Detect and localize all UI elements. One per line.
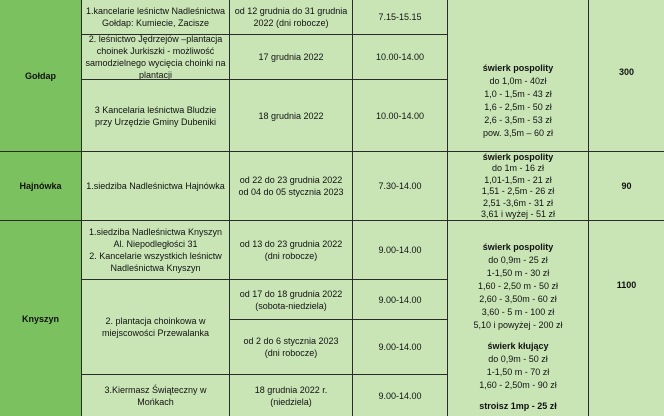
tree-count	[589, 152, 664, 220]
district-label: Knyszyn	[21, 313, 59, 324]
price-item: 1,60 - 2,50 m - 50 zł	[477, 281, 559, 291]
location-cell	[82, 280, 229, 374]
price-item: 5,10 i powyżej - 200 zł	[473, 320, 563, 330]
date-text: (dni robocze)	[264, 251, 318, 261]
location-text: 2. Kancelarie wszystkich leśnictw	[89, 251, 222, 261]
hours-cell	[353, 375, 447, 416]
location-text: 1.kancelarie leśnictw Nadleśnictwa Gołdap: Kumiecie, Zacisze	[85, 6, 226, 28]
price-title: świerk pospolity	[482, 242, 554, 252]
hours-cell	[353, 320, 447, 374]
location-text: Nadleśnictwa Knyszyn	[110, 263, 201, 273]
location-text: 2. plantacja choinkowa w	[105, 316, 206, 326]
price-item: 2,51 -3,6m - 31 zł	[482, 197, 554, 208]
price-title: świerk kłujący	[487, 341, 549, 351]
hours-cell	[353, 280, 447, 319]
price-item: 3,60 - 5 m - 100 zł	[481, 307, 555, 317]
price-item: 2,60 - 3,50m - 60 zł	[479, 294, 557, 304]
date-cell	[230, 280, 352, 319]
date-text: od 04 do 05 stycznia 2023	[238, 187, 344, 197]
district-knyszyn	[0, 221, 81, 416]
price-item: 1,60 - 2,50m - 90 zł	[479, 380, 557, 390]
hours-cell	[353, 0, 447, 34]
location-text: 3 Kancelaria leśnictwa Bludzie przy Urzędzie Gminy Dubeniki	[94, 104, 217, 127]
price-title: świerk pospolity	[482, 152, 554, 162]
price-item: 1,0 - 1,5m - 43 zł	[484, 89, 552, 99]
date-text: 18 grudnia 2022	[258, 110, 324, 121]
location-cell	[82, 0, 229, 34]
hours-cell	[353, 221, 447, 279]
hours-text: 9.00-14.00	[378, 342, 422, 352]
date-cell	[230, 375, 352, 416]
date-text: 18 grudnia 2022 r. (niedziela)	[254, 384, 328, 407]
hours-text: 7.15-15.15	[378, 12, 422, 22]
price-item: 1,01-1,5m - 21 zł	[484, 174, 552, 185]
location-text: miejscowości Przewalanka	[101, 328, 210, 338]
hours-text: 10.00-14.00	[375, 110, 425, 121]
date-text: 17 grudnia 2022	[258, 52, 324, 62]
district-goldap	[0, 0, 81, 151]
price-item: do 0,9m - 50 zł	[488, 354, 548, 364]
tree-count	[589, 221, 664, 416]
hours-cell	[353, 80, 447, 151]
date-text: od 2 do 6 stycznia 2023	[243, 336, 339, 346]
date-cell	[230, 320, 352, 374]
date-text: (dni robocze)	[264, 348, 318, 358]
price-item: 1,51 - 2,5m - 26 zł	[481, 186, 555, 196]
location-text: 1.siedziba Nadleśnictwa Hajnówka	[86, 181, 225, 191]
date-cell	[230, 35, 352, 79]
price-list	[448, 152, 588, 220]
hours-text: 9.00-14.00	[378, 294, 422, 305]
price-item: 3,61 i wyżej - 51 zł	[480, 209, 556, 219]
location-text: 2. leśnictwo Jędrzejów –plantacja choinek Jurkiszki - możliwość samodzielnego wycięcia choinki na plantacji	[85, 35, 226, 79]
district-hajnowka	[0, 152, 81, 220]
hours-cell	[353, 152, 447, 220]
tree-count	[589, 0, 664, 151]
price-item: 2,6 - 3,5m - 53 zł	[484, 115, 552, 125]
price-title: świerk pospolity	[482, 63, 554, 73]
date-cell	[230, 221, 352, 279]
district-label: Hajnówka	[19, 181, 62, 191]
date-cell	[230, 80, 352, 151]
location-cell	[82, 35, 229, 79]
price-item: 1-1,50 m - 70 zł	[486, 367, 550, 377]
price-item: 1-1,50 m - 30 zł	[486, 268, 550, 278]
location-cell	[82, 80, 229, 151]
date-text: od 13 do 23 grudnia 2022	[239, 239, 343, 249]
price-item: do 1m - 16 zł	[491, 163, 545, 173]
price-list	[448, 221, 588, 416]
price-item: pow. 3,5m – 60 zł	[482, 128, 554, 138]
location-text: 3.Kiermasz Świąteczny w Mońkach	[104, 384, 207, 407]
location-text: Al. Niepodległości 31	[113, 239, 198, 249]
district-label: Gołdap	[25, 70, 56, 81]
location-cell	[82, 221, 229, 279]
date-text: (sobota-niedziela)	[255, 300, 327, 311]
price-item: 1,6 - 2,5m - 50 zł	[484, 102, 552, 112]
price-list	[448, 0, 588, 151]
hours-text: 9.00-14.00	[378, 245, 422, 255]
date-cell	[230, 0, 352, 34]
hours-cell	[353, 35, 447, 79]
price-item: do 0,9m - 25 zł	[488, 255, 548, 265]
hours-text: 10.00-14.00	[375, 52, 425, 62]
count-text: 300	[618, 67, 635, 77]
date-text: od 12 grudnia do 31 grudnia 2022 (dni robocze)	[234, 6, 348, 28]
date-text: od 17 do 18 grudnia 2022	[239, 288, 343, 299]
location-cell	[82, 375, 229, 416]
count-text: 1100	[616, 280, 637, 290]
count-text: 90	[621, 181, 632, 191]
hours-text: 7.30-14.00	[378, 181, 422, 191]
price-item: do 1,0m - 40zł	[489, 76, 547, 86]
wreath-price: stroisz 1mp - 25 zł	[479, 401, 557, 411]
date-cell	[230, 152, 352, 220]
hours-text: 9.00-14.00	[378, 390, 422, 401]
location-text: 1.siedziba Nadleśnictwa Knyszyn	[88, 227, 223, 237]
location-cell	[82, 152, 229, 220]
date-text: od 22 do 23 grudnia 2022	[239, 175, 343, 185]
